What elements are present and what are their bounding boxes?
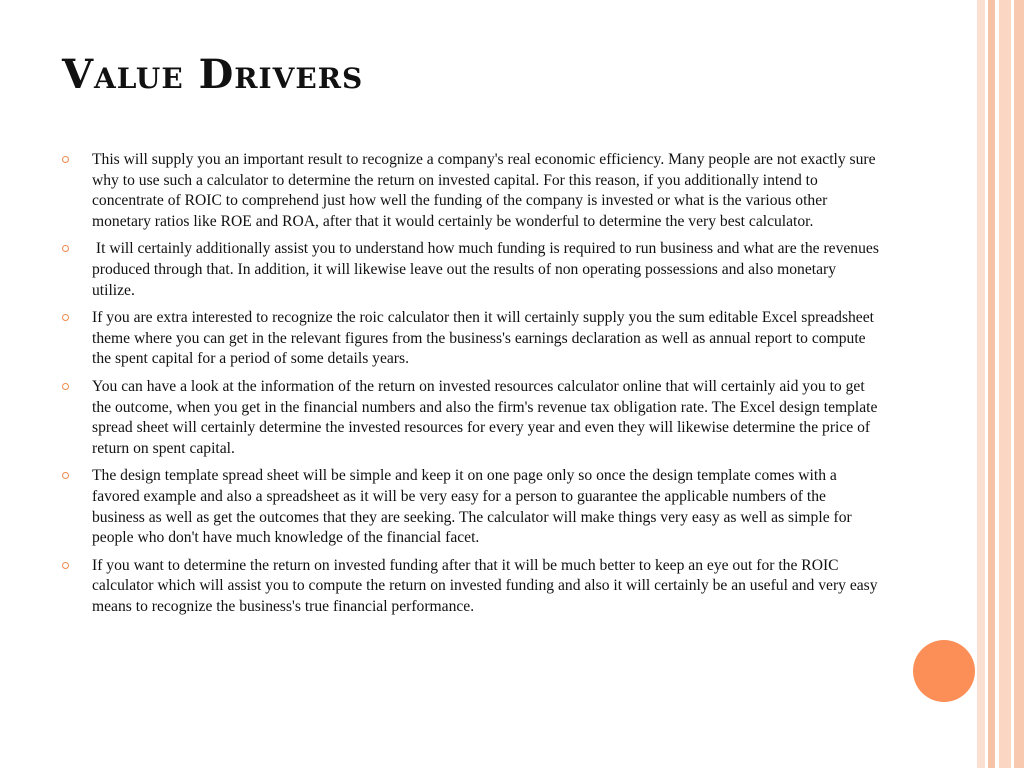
bullet-item [60,239,882,301]
bullet-text: The design template spread sheet will be simple and keep it on one page only so once the design template comes with a favored example and also a spreadsheet as it will be very easy for a person to guarantee the applicable numbers of the business as well as get the outcomes that they are seeking. The calculator will make things very easy as well as simple for people who don't have much knowledge of the financial facet. [92,467,856,547]
hollow-circle-bullet-icon [62,472,69,479]
bullet-list [60,150,882,624]
decorative-stripe [1014,0,1024,768]
hollow-circle-bullet-icon [62,245,69,252]
bullet-item [60,377,882,459]
bullet-item [60,308,882,370]
bullet-item [60,150,882,232]
decorative-stripe [988,0,995,768]
decorative-stripe [999,0,1011,768]
bullet-text: It will certainly additionally assist you to understand how much funding is required to run business and what are the revenues produced through that. In addition, it will likewise leave out the results of non operating possessions and also monetary utilize. [92,240,883,299]
bullet-item [60,466,882,548]
bullet-text: If you are extra interested to recognize the roic calculator then it will certainly supply you the sum editable Excel spreadsheet theme where you can get in the relevant figures from the business's earnings declaration as well as annual report to compute the spent capital for a period of some details years. [92,309,878,368]
decorative-stripe [977,0,985,768]
bullet-text: You can have a look at the information of the return on invested resources calculator online that will certainly aid you to get the outcome, when you get in the financial numbers and also the firm's revenue tax obligation rate. The Excel design template spread sheet will certainly determine the invested resources for every year and even they will likewise determine the price of return on spent capital. [92,377,882,457]
bullet-text: If you want to determine the return on invested funding after that it will be much better to keep an eye out for the ROIC calculator which will assist you to compute the return on invested funding and also it will certainly be an useful and very easy means to recognize the business's true financial performance. [92,556,882,615]
hollow-circle-bullet-icon [62,383,69,390]
hollow-circle-bullet-icon [62,156,69,163]
bullet-text: This will supply you an important result to recognize a company's real economic efficiency. Many people are not exactly sure why to use such a calculator to determine the return on invested capital. For this reason, if you additionally intend to concentrate of ROIC to comprehend just how well the funding of the company is invested or what is the various other monetary ratios like ROE and ROA, after that it would certainly be wonderful to determine the very best calculator. [92,151,880,230]
hollow-circle-bullet-icon [62,314,69,321]
slide-title: Value Drivers [62,51,364,98]
hollow-circle-bullet-icon [62,562,69,569]
decorative-circle [913,640,975,702]
bullet-item [60,556,882,618]
